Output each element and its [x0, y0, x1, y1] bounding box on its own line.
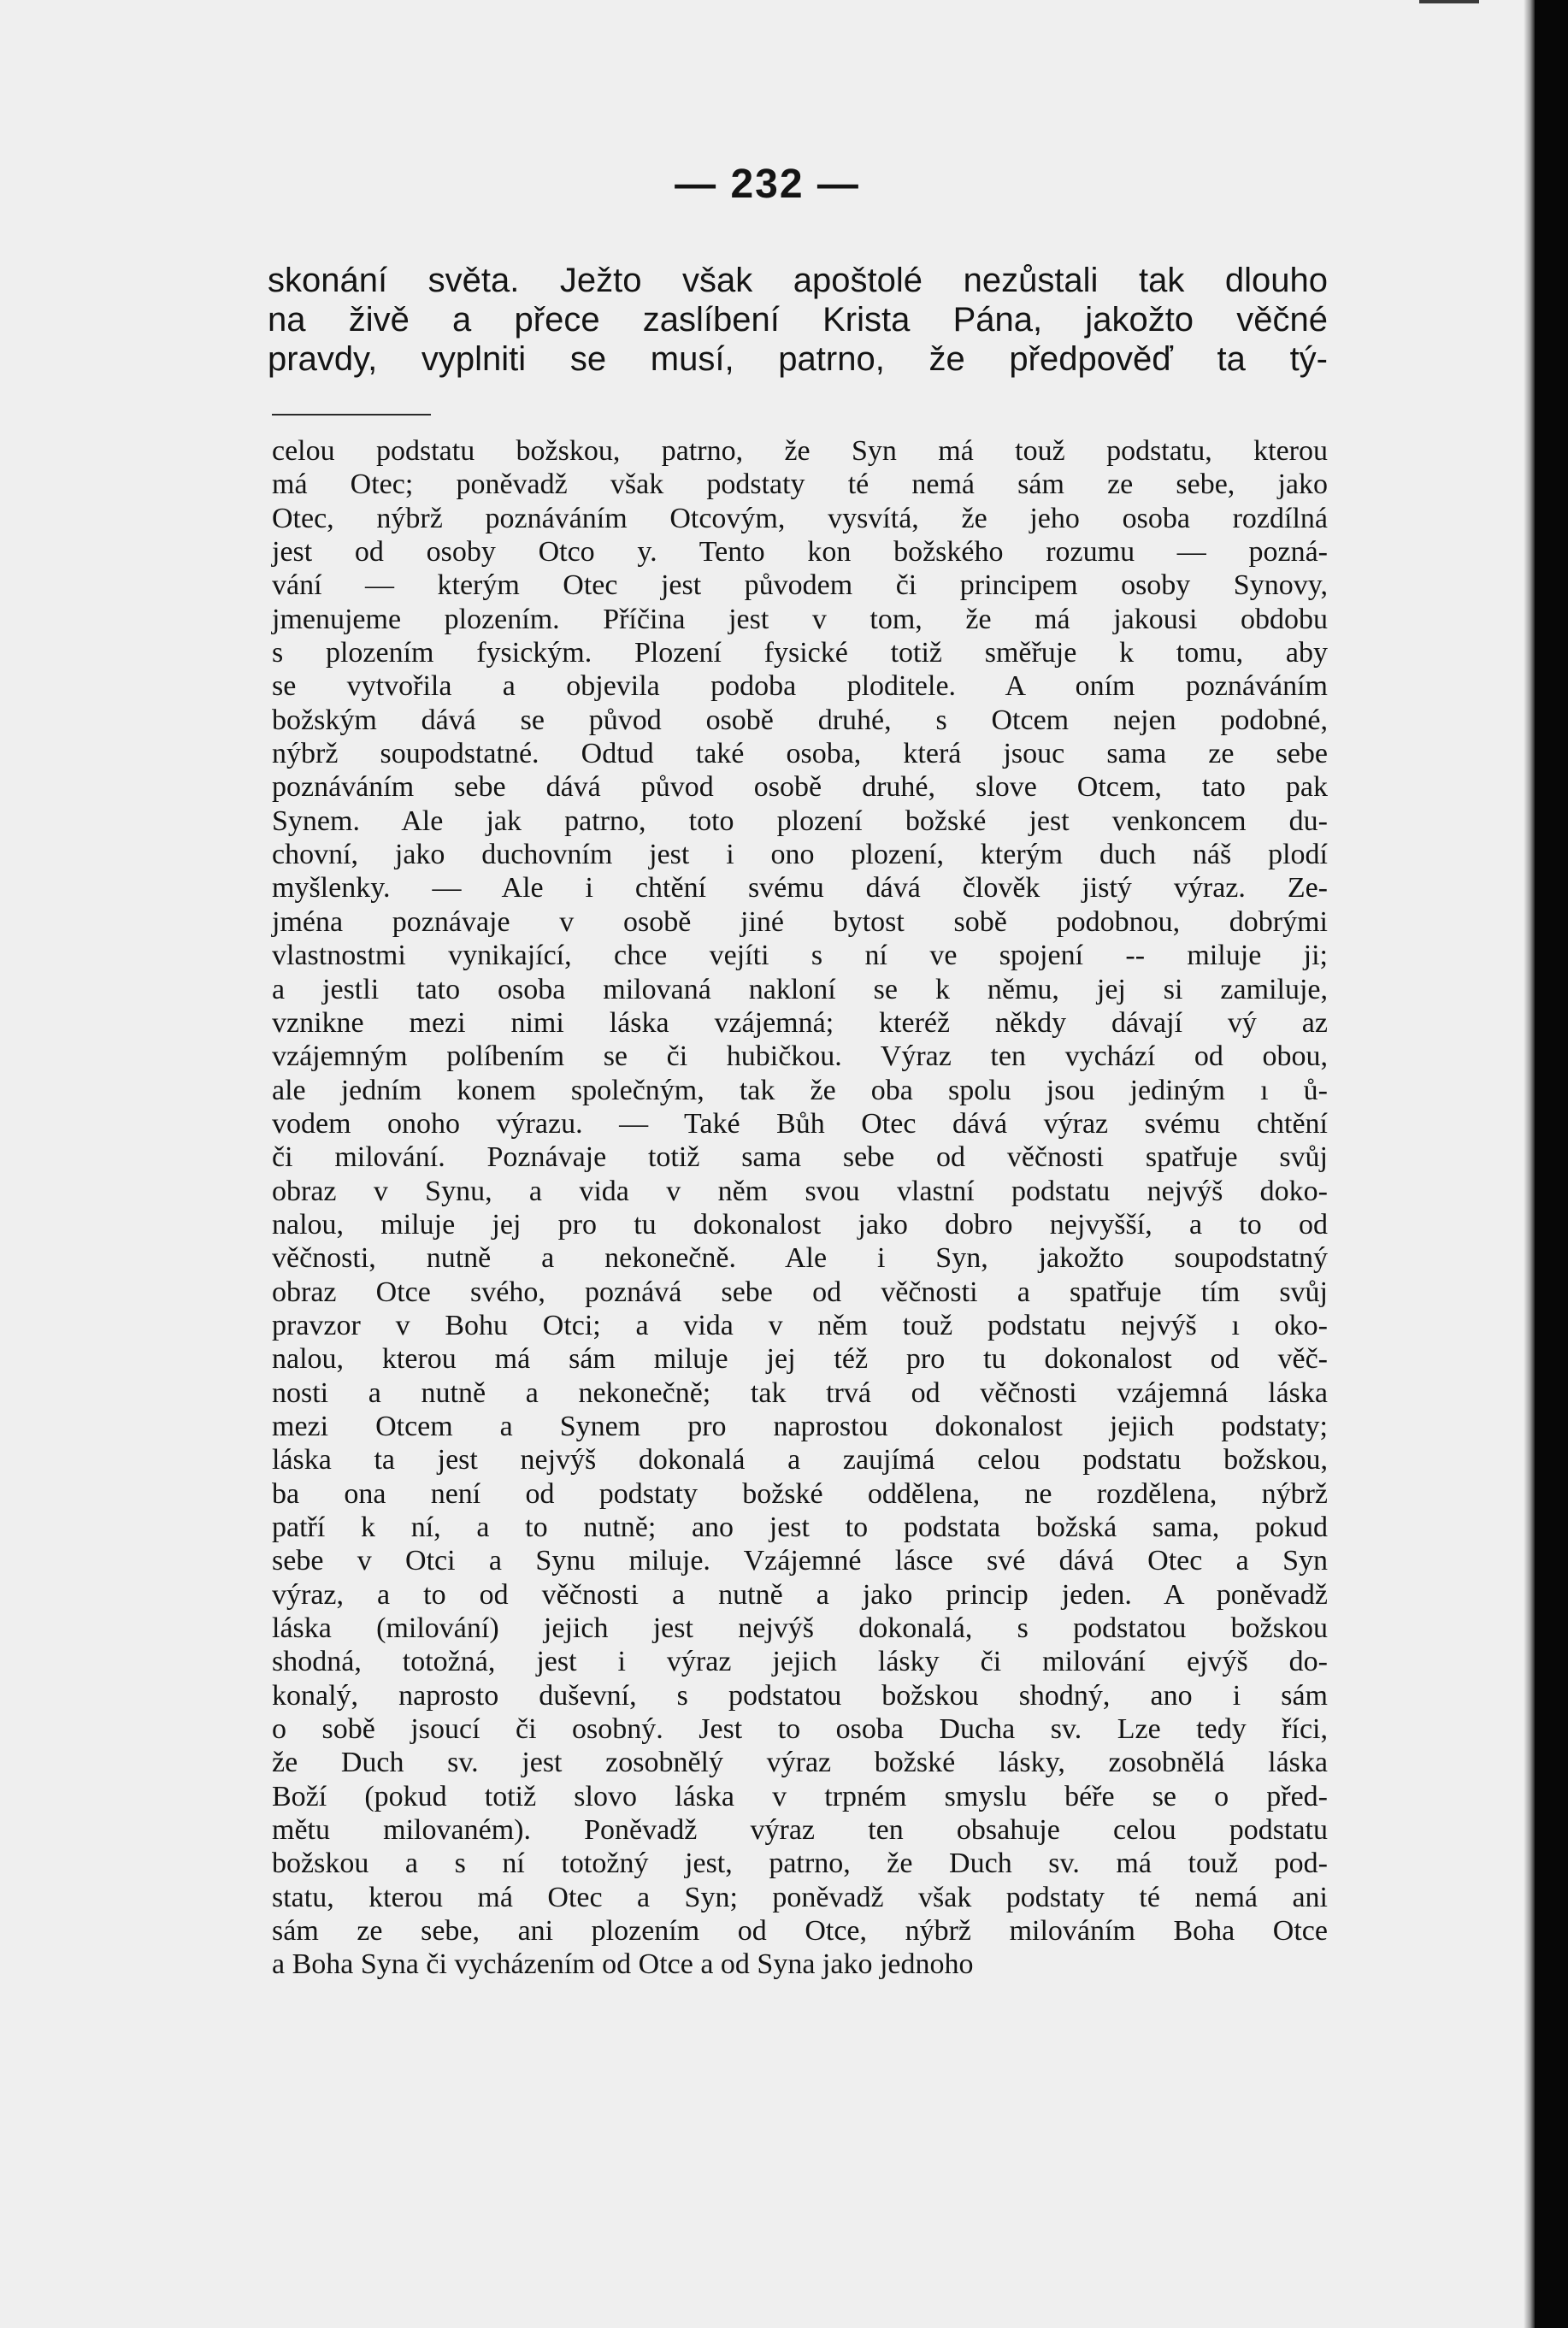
footnote-line: sebe v Otci a Synu miluje. Vzájemné lásce své dává Otec a Syn [272, 1545, 1328, 1577]
footnote-line: a jestli tato osoba milovaná nakloní se k němu, jej si zamiluje, [272, 973, 1328, 1005]
footnote-line: láska ta jest nejvýš dokonalá a zaujímá celou podstatu božskou, [272, 1444, 1328, 1476]
footnote-line: konalý, naprosto duševní, s podstatou božskou shodný, ano i sám [272, 1679, 1328, 1712]
footnote-line: nalou, kterou má sám miluje jej též pro tu dokonalost od věč- [272, 1343, 1328, 1376]
footnote-line: či milování. Poznávaje totiž sama sebe od věčnosti spatřuje svůj [272, 1141, 1328, 1174]
scan-border [1535, 0, 1568, 2328]
footnote-line: chovní, jako duchovním jest i ono plození, kterým duch náš plodí [272, 839, 1328, 871]
footnote-line: poznáváním sebe dává původ osobě druhé, slove Otcem, tato pak [272, 771, 1328, 804]
footnote-line: obraz Otce svého, poznává sebe od věčnosti a spatřuje tím svůj [272, 1276, 1328, 1308]
footnote-line: Synem. Ale jak patrno, toto plození božské jest venkoncem du- [272, 804, 1328, 837]
footnote-line: nosti a nutně a nekonečně; tak trvá od věčnosti vzájemná láska [272, 1376, 1328, 1409]
page-number: — 232 — [675, 162, 860, 207]
footnote-line: vání — kterým Otec jest původem či principem osoby Synovy, [272, 569, 1328, 602]
footnote-line: s plozením fysickým. Plození fysické totiž směřuje k tomu, aby [272, 637, 1328, 669]
footnote-line: celou podstatu božskou, patrno, že Syn má touž podstatu, kterou [272, 435, 1328, 467]
footnote-line: že Duch sv. jest zosobnělý výraz božské lásky, zosobnělá láska [272, 1747, 1328, 1779]
footnote-line: věčnosti, nutně a nekonečně. Ale i Syn, jakožto soupodstatný [272, 1242, 1328, 1275]
footnote-rule [272, 414, 431, 416]
footnote-line: vlastnostmi vynikající, chce vejíti s ní ve spojení -- miluje ji; [272, 940, 1328, 972]
footnote-line: ba ona není od podstaty božské oddělena, ne rozdělena, nýbrž [272, 1477, 1328, 1510]
footnote-line: mezi Otcem a Synem pro naprostou dokonalost jejich podstaty; [272, 1410, 1328, 1442]
footnote-line: statu, kterou má Otec a Syn; poněvadž však podstaty té nemá ani [272, 1881, 1328, 1913]
footnote-line: Otec, nýbrž poznáváním Otcovým, vysvítá, že jeho osoba rozdílná [272, 502, 1328, 534]
footnote-line: myšlenky. — Ale i chtění svému dává člověk jistý výraz. Ze- [272, 872, 1328, 905]
footnote-line: má Otec; poněvadž však podstaty té nemá sám ze sebe, jako [272, 469, 1328, 501]
footnote-line: ale jedním konem společným, tak že oba spolu jsou jediným ı ů- [272, 1074, 1328, 1106]
footnote-line: výraz, a to od věčnosti a nutně a jako princip jeden. A poněvadž [272, 1578, 1328, 1611]
footnote-line: vznikne mezi nimi láska vzájemná; kteréž někdy dávají vý az [272, 1006, 1328, 1039]
footnote-line: vzájemným políbením se či hubičkou. Výraz ten vychází od obou, [272, 1040, 1328, 1073]
main-text [268, 261, 1328, 379]
footnote-line: láska (milování) jejich jest nejvýš dokonalá, s podstatou božskou [272, 1612, 1328, 1645]
footnote-line: nýbrž soupodstatné. Odtud také osoba, která jsouc sama ze sebe [272, 738, 1328, 770]
footnote-line: jest od osoby Otco y. Tento kon božského rozumu — pozná- [272, 536, 1328, 569]
footnote-line: o sobě jsoucí či osobný. Jest to osoba Ducha sv. Lze tedy říci, [272, 1713, 1328, 1746]
footnote-line: nalou, miluje jej pro tu dokonalost jako dobro nejvyšší, a to od [272, 1208, 1328, 1241]
footnote-line: božskou a s ní totožný jest, patrno, že Duch sv. má touž pod- [272, 1848, 1328, 1880]
footnote-line: božským dává se původ osobě druhé, s Otcem nejen podobné, [272, 704, 1328, 736]
footnote-line: shodná, totožná, jest i výraz jejich lásky či milování ejvýš do- [272, 1646, 1328, 1678]
footnote-line: jména poznávaje v osobě jiné bytost sobě podobnou, dobrými [272, 905, 1328, 938]
footnote-line: pravzor v Bohu Otci; a vida v něm touž podstatu nejvýš ı oko- [272, 1309, 1328, 1341]
footnote-line: sám ze sebe, ani plozením od Otce, nýbrž milováním Boha Otce [272, 1915, 1328, 1948]
footnote-line: Boží (pokud totiž slovo láska v trpném smyslu béře se o před- [272, 1780, 1328, 1812]
page-edge-shadow [1524, 0, 1535, 2328]
main-text-line: pravdy, vyplniti se musí, patrno, že předpověď ta tý- [268, 340, 1328, 378]
footnote-line: obraz v Synu, a vida v něm svou vlastní podstatu nejvýš doko- [272, 1175, 1328, 1207]
footnote-line: mětu milovaném). Poněvadž výraz ten obsahuje celou podstatu [272, 1814, 1328, 1847]
footnote-line: jmenujeme plozením. Příčina jest v tom, že má jakousi obdobu [272, 603, 1328, 635]
footnote-line: se vytvořila a objevila podoba ploditele. A oním poznáváním [272, 670, 1328, 703]
main-text-line: skonání světa. Ježto však apoštolé nezůstali tak dlouho [268, 262, 1328, 299]
footnote-line: vodem onoho výrazu. — Také Bůh Otec dává výraz svému chtění [272, 1107, 1328, 1140]
footnote-line: patří k ní, a to nutně; ano jest to podstata božská sama, pokud [272, 1512, 1328, 1543]
main-text-line: na živě a přece zaslíbení Krista Pána, jakožto věčné [268, 301, 1328, 339]
footnote-line: a Boha Syna či vycházením od Otce a od Syna jako jednoho [272, 1948, 974, 1981]
scan-mark [1419, 0, 1479, 3]
footnote [272, 434, 1328, 1982]
